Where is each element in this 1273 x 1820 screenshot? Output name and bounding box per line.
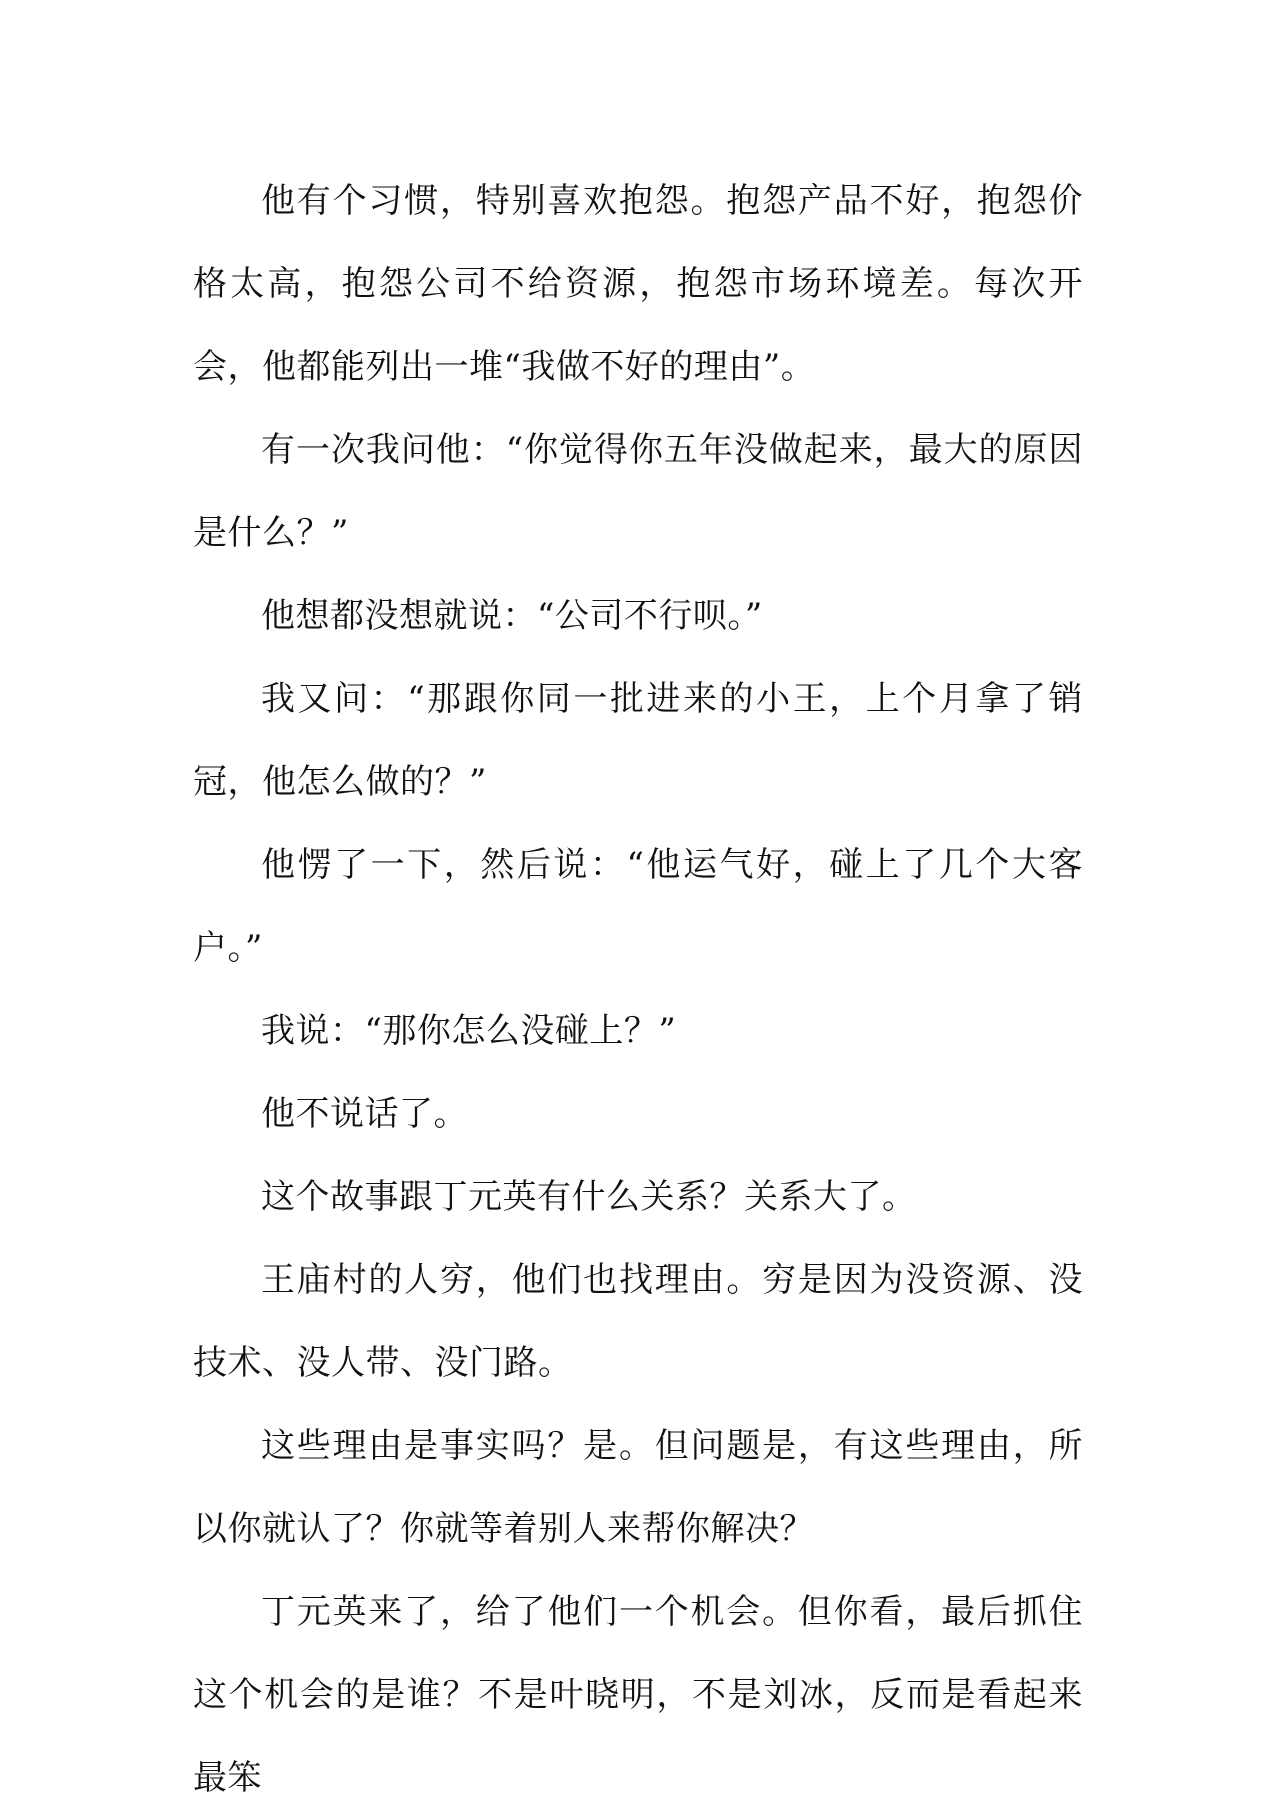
paragraph-2: 有一次我问他：“你觉得你五年没做起来，最大的原因是什么？” (193, 430, 1083, 553)
paragraph-3: 他想都没想就说：“公司不行呗。” (261, 596, 763, 636)
paragraph-6: 我说：“那你怎么没碰上？” (261, 1011, 677, 1051)
paragraph-8: 这个故事跟丁元英有什么关系？关系大了。 (261, 1177, 917, 1217)
paragraph-11: 丁元英来了，给了他们一个机会。但你看，最后抓住这个机会的是谁？不是叶晓明，不是刘冰，反而是看起来最笨 (193, 1592, 1083, 1798)
paragraph-5: 他愣了一下，然后说：“他运气好，碰上了几个大客户。” (193, 845, 1083, 968)
paragraph-1: 他有个习惯，特别喜欢抱怨。抱怨产品不好，抱怨价格太高，抱怨公司不给资源，抱怨市场环境差。每次开会，他都能列出一堆“我做不好的理由”。 (193, 181, 1083, 387)
paragraph-4: 我又问：“那跟你同一批进来的小王，上个月拿了销冠，他怎么做的？” (193, 679, 1083, 802)
paragraph-7: 他不说话了。 (261, 1094, 468, 1134)
body-text (193, 160, 1083, 1820)
paragraph-9: 王庙村的人穷，他们也找理由。穷是因为没资源、没技术、没人带、没门路。 (193, 1260, 1083, 1383)
paragraph-10: 这些理由是事实吗？是。但问题是，有这些理由，所以你就认了？你就等着别人来帮你解决？ (193, 1426, 1083, 1549)
